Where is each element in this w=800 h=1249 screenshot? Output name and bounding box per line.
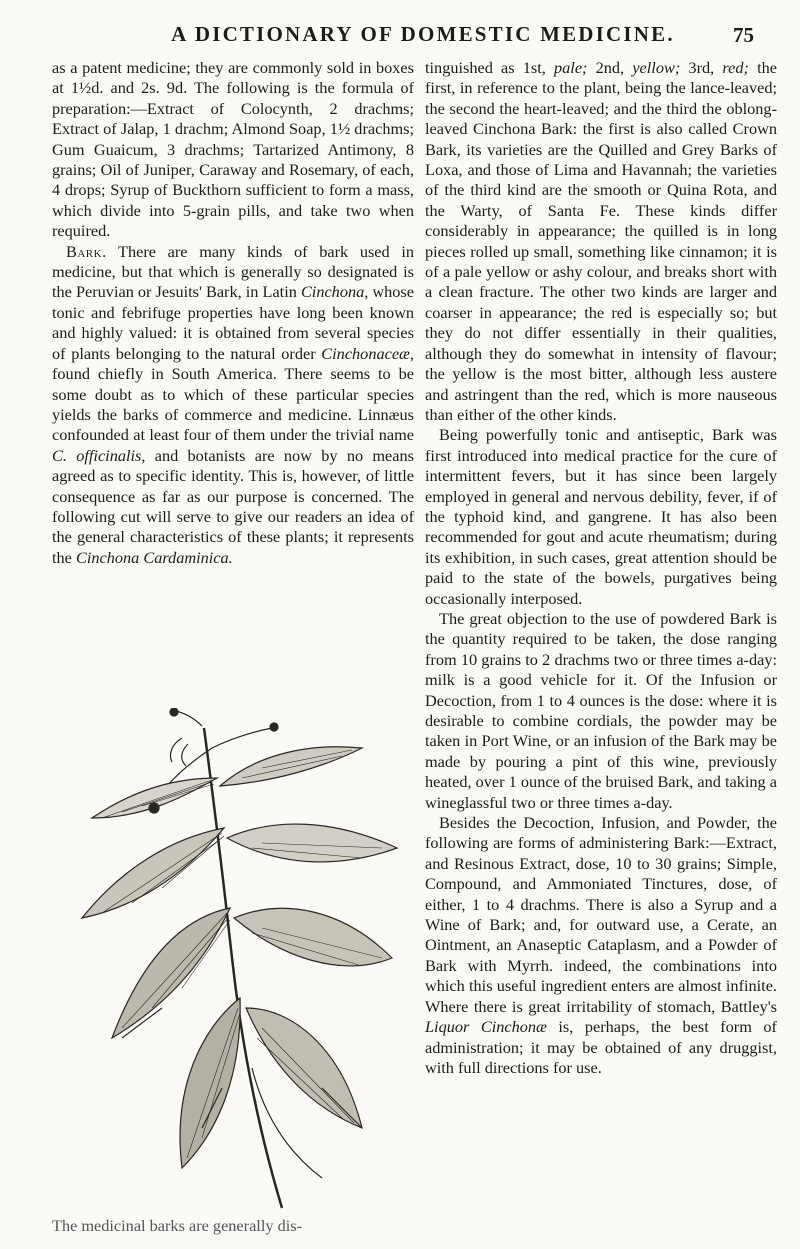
bark-text-1: There are many kinds of bark used in medicine, but that which is generally so designated is the Peruvian or Jesuits' Bark, in Latin [52,241,414,302]
bark-varieties-paragraph [425,58,777,425]
running-title: A DICTIONARY OF DOMESTIC MEDICINE. [171,22,675,46]
figure-caption: The medicinal barks are generally dis- [52,1216,302,1235]
page-number: 75 [733,23,754,47]
varieties-text-2: 2nd, [587,58,633,77]
variety-red: red; [722,58,749,77]
varieties-text-3: 3rd, [680,58,723,77]
pill-formula-paragraph: as a patent medicine; they are commonly sold in boxes at 1½d. and 2s. 9d. The following is the formula of preparation:—Extract of Colocynth, 2 drachms; Extract of Jalap, 1 drachm; Almond Soap, 1½ drachms; Gum Guaicum, 3 drachms; Tartarized Antimony, 8 grains; Oil of Juniper, Caraway and Rosemary, of each, 4 drops; Syrup of Buckthorn sufficient to form a mass, which divide into 5-grain pills, and take two when required. [52,58,414,241]
bark-text-3: , found chiefly in South America. There seems to be some doubt as to which of these particular species yields the barks of commerce and medicine. Linnæus confounded at least four of them under the trivial name [52,343,414,445]
varieties-text-1: tinguished as 1st, [425,58,555,77]
uses-paragraph: Being powerfully tonic and antiseptic, Bark was first introduced into medical practice for the cure of intermittent fevers, but it has since been largely employed in general and nervous debility, fever, if of the typhoid kind, and gangrene. It has also been recommended for gout and acute rheumatism; during its exhibition, in such cases, great attention should be paid to the state of the bowels, purgatives being occasionally interposed. [425,425,777,608]
bark-latin-name: Cinchona [300,282,365,302]
preparations-text-1: Besides the Decoction, Infusion, and Powder, the following are forms of administering Bark:—Extract, and Resinous Extract, dose, 10 to 30 grains; Simple, Compound, and Ammoniated Tinctures, dose, of either, 1 to 4 drachms. There is also a Syrup and a Wine of Bark; and, for outward use, a Cerate, an Ointment, an Anaseptic Cataplasm, and a Powder of Bark with Myrrh. indeed, the combinations into which this useful ingredient enters are almost infinite. Where there is great irritability of stomach, Battley's [425,813,777,1016]
preparations-text-2: is, perhaps, the best form of administration; it may be obtained of any druggist, with full directions for use. [425,1017,777,1077]
preparations-paragraph [425,813,777,1078]
bark-text-4: , and botanists are now by no means agreed as to specific identity. This is, however, of little consequence as far as our purpose is concerned. The following cut will serve to give our readers an idea of the general characteristics of these plants; it represents the [52,445,414,567]
bark-species-name: Cinchona Cardaminica. [75,547,233,567]
bark-natural-order: Cinchonaceæ [321,343,410,363]
right-column [425,58,777,1078]
bark-text-2: , whose tonic and febrifuge properties have long been known and highly valued: it is obtained from several species of plants belonging to the natural order [52,282,414,363]
variety-pale: pale; [554,58,588,77]
page-header [0,22,800,56]
varieties-text-4: the first, in reference to the plant, being the lance-leaved; the second the heart-leaved; and the third the oblong-leaved Cinchona Bark: the first is also called Crown Bark, its varieties are the Quilled and Grey Barks of Loxa, and those of Lima and Havannah; the varieties of the third kind are the smooth or Quina Rota, and the Warty, of Santa Fe. These kinds differ considerably in appearance; the quilled is in long pieces rolled up small, something like cinnamon; it is of a pale yellow or ashy colour, and breaks short with a clean fracture. The other two kinds are larger and coarser in appearance; the red is especially so; but they do not differ essentially in their qualities, although they do somewhat in intensity of flavour; the yellow is the most bitter, although less austere and astringent than the red, which is more nauseous than either of the other kinds. [425,58,777,424]
liquor-cinchonae: Liquor Cinchonæ [425,1017,547,1037]
left-column [52,58,414,568]
bark-heading: Bark. [66,241,107,261]
variety-yellow: yellow; [632,58,681,77]
cinchona-illustration [62,708,408,1216]
bark-trivial-name: C. officinalis [52,445,142,465]
dosage-paragraph: The great objection to the use of powdered Bark is the quantity required to be taken, the dose ranging from 10 grains to 2 drachms two or three times a-day: milk is a good vehicle for it. Of the Infusion or Decoction, from 1 to 4 ounces is the dose: where it is desirable to combine cordials, the powder may be taken in Port Wine, or an infusion of the Bark may be made by pouring a pint of this wine, previously heated, over 1 ounce of the bruised Bark, and taking a wineglassful two or three times a-day. [425,608,777,812]
bark-paragraph [52,242,414,569]
